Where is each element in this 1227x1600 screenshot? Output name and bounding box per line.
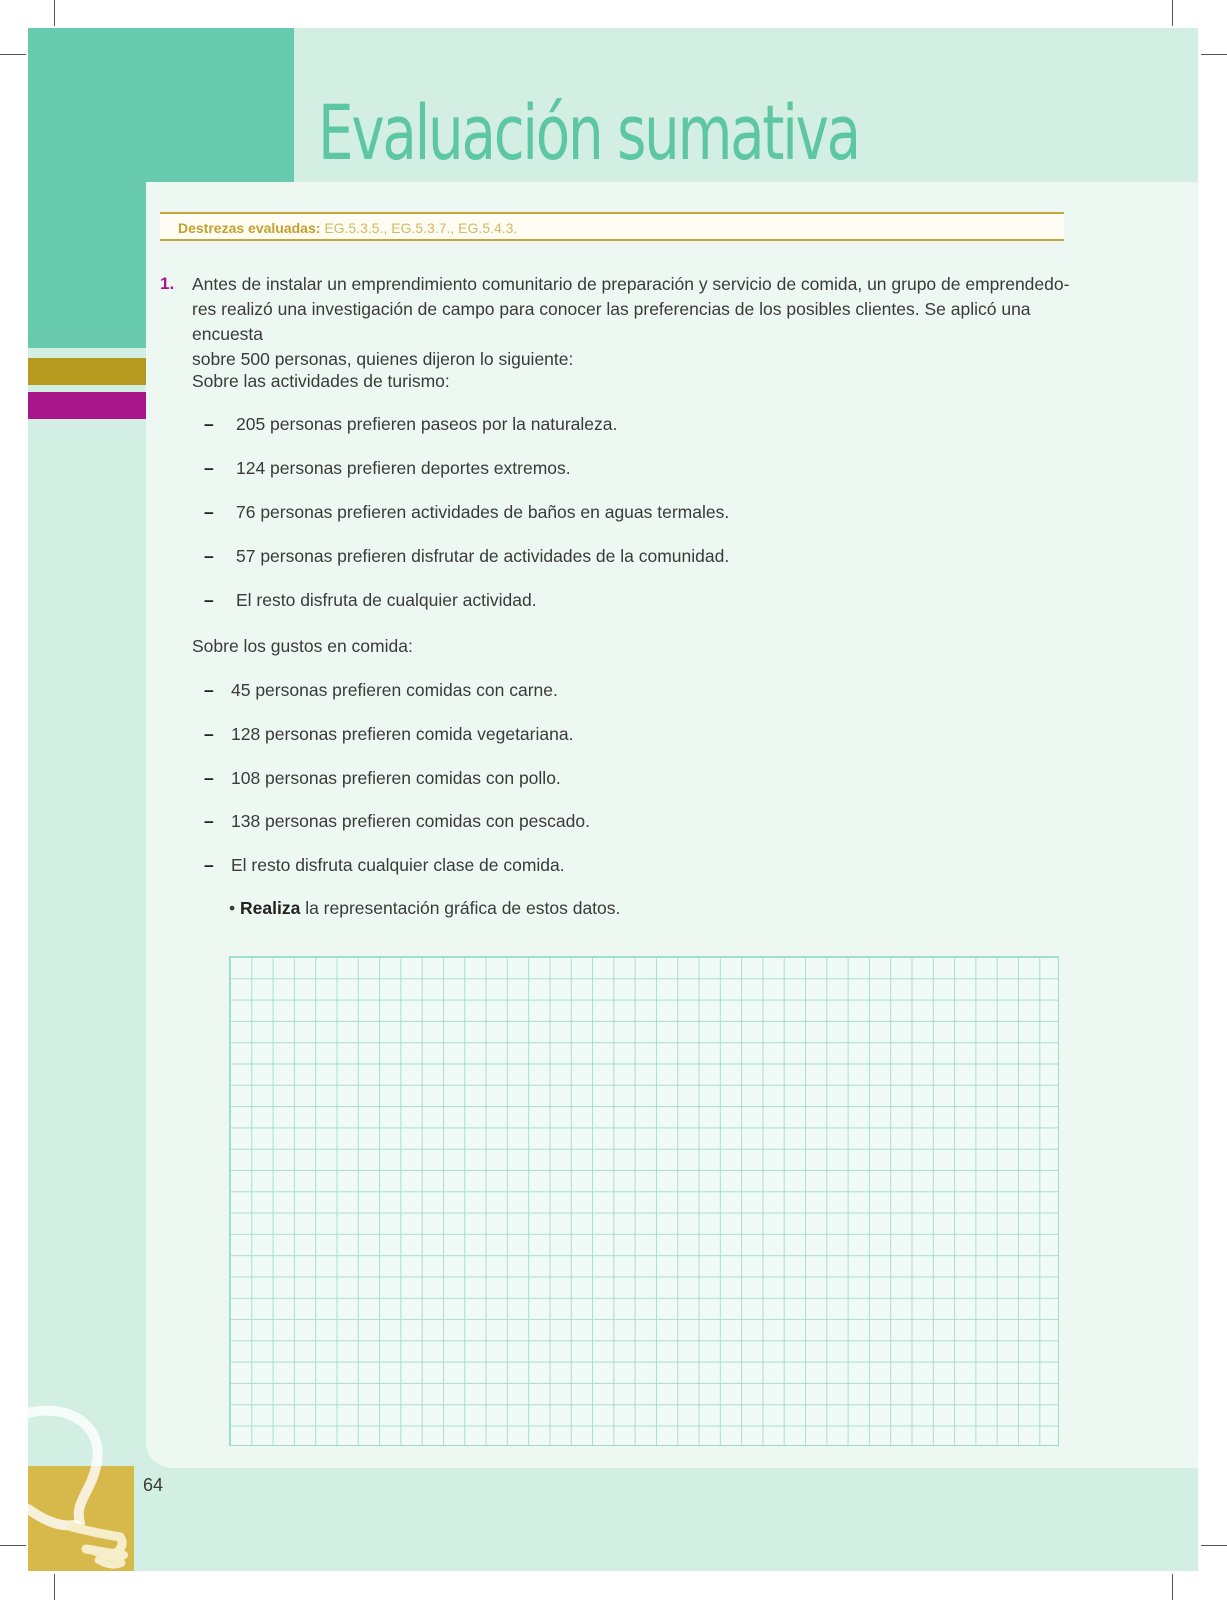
- crop-mark: [54, 0, 55, 26]
- crop-mark: [1172, 0, 1173, 26]
- crop-mark: [1201, 1545, 1227, 1546]
- magenta-stripe: [28, 392, 146, 419]
- list-item: 124 personas prefieren deportes extremos.: [236, 458, 571, 478]
- bullet: •: [229, 898, 236, 918]
- food-heading: Sobre los gustos en comida:: [192, 636, 413, 656]
- list-dash: –: [204, 855, 214, 875]
- skills-label: Destrezas evaluadas:: [178, 220, 321, 236]
- tourism-heading: Sobre las actividades de turismo:: [192, 371, 450, 391]
- list-dash: –: [204, 414, 214, 434]
- olive-stripe: [28, 358, 146, 385]
- list-dash: –: [204, 458, 214, 478]
- crop-mark: [54, 1574, 55, 1600]
- skills-bar: [160, 212, 1064, 241]
- list-item: El resto disfruta de cualquier actividad.: [236, 590, 537, 610]
- question-line: res realizó una investigación de campo para conocer las preferencias de los posibles clientes. Se aplicó una encuesta: [192, 299, 1031, 344]
- list-item: El resto disfruta cualquier clase de comida.: [231, 855, 565, 875]
- page-title: Evaluación sumativa: [318, 88, 859, 177]
- list-dash: –: [204, 502, 214, 522]
- list-item: 57 personas prefieren disfrutar de actividades de la comunidad.: [236, 546, 730, 566]
- question-line: sobre 500 personas, quienes dijeron lo siguiente:: [192, 349, 574, 369]
- list-item: 138 personas prefieren comidas con pescado.: [231, 811, 590, 831]
- list-dash: –: [204, 590, 214, 610]
- list-item: 76 personas prefieren actividades de baños en aguas termales.: [236, 502, 730, 522]
- page-number: 64: [143, 1475, 164, 1495]
- question-text: [192, 272, 1072, 372]
- list-item: 45 personas prefieren comidas con carne.: [231, 680, 558, 700]
- crop-mark: [1201, 54, 1227, 55]
- lightbulb-icon: [28, 1405, 138, 1571]
- list-dash: –: [204, 768, 214, 788]
- crop-mark: [0, 54, 26, 55]
- list-dash: –: [204, 724, 214, 744]
- list-item: 128 personas prefieren comida vegetariana.: [231, 724, 574, 744]
- task-text: la representación gráfica de estos datos.: [300, 898, 621, 918]
- list-dash: –: [204, 546, 214, 566]
- list-dash: –: [204, 811, 214, 831]
- list-dash: –: [204, 680, 214, 700]
- question-line: Antes de instalar un emprendimiento comunitario de preparación y servicio de comida, un grupo de emprendedo-: [192, 274, 1070, 294]
- task-instruction: [229, 898, 620, 919]
- task-verb: Realiza: [240, 898, 301, 918]
- question-number: 1.: [160, 274, 175, 293]
- graph-paper-area[interactable]: [229, 956, 1059, 1446]
- skills-codes: EG.5.3.5., EG.5.3.7., EG.5.4.3.: [324, 220, 518, 236]
- crop-mark: [0, 1545, 26, 1546]
- list-item: 108 personas prefieren comidas con pollo.: [231, 768, 561, 788]
- crop-mark: [1172, 1574, 1173, 1600]
- list-item: 205 personas prefieren paseos por la naturaleza.: [236, 414, 618, 434]
